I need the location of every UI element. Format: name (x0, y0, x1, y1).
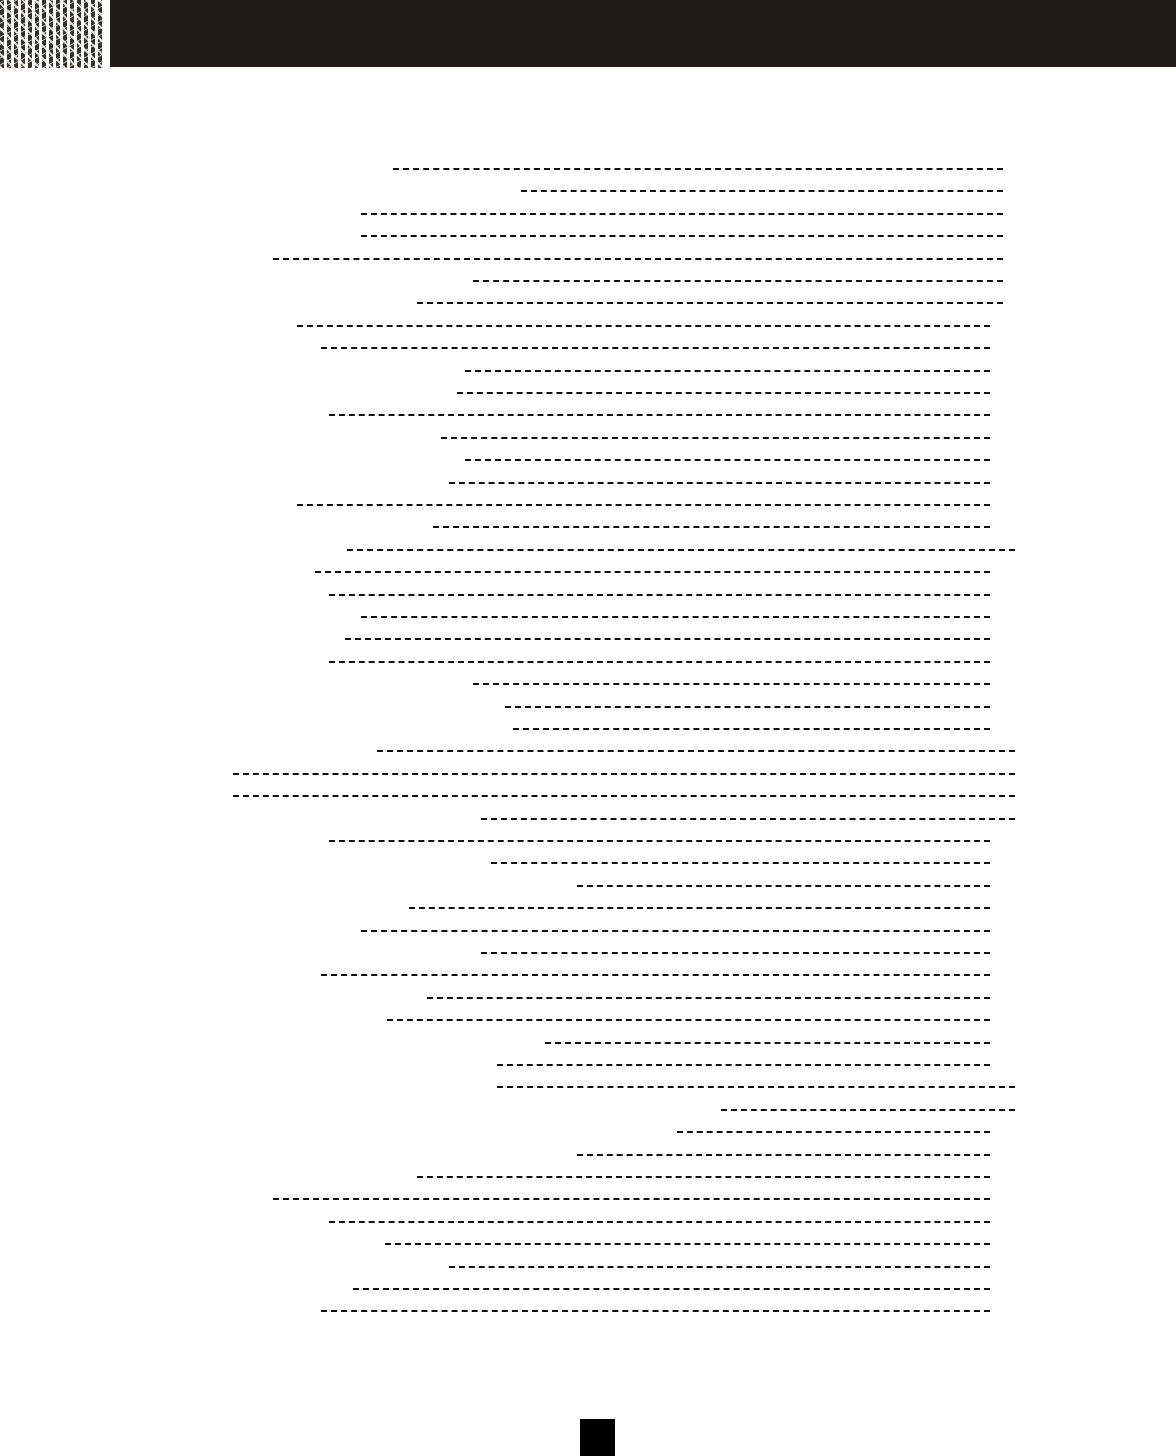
toc-leader-line (441, 437, 990, 439)
page-number-box (580, 1419, 615, 1456)
toc-leader-line (481, 952, 990, 954)
toc-leader-line (449, 482, 990, 484)
toc-leader-line (491, 862, 990, 864)
toc-leader-line (321, 1310, 990, 1312)
toc-leader-line (329, 1221, 990, 1223)
toc-leader-line (433, 526, 990, 528)
toc-leader-line (521, 190, 1003, 192)
toc-leader-line (513, 728, 990, 730)
toc-leader-line (321, 347, 990, 349)
toc-leader-line (361, 930, 990, 932)
toc-leader-line (481, 818, 1015, 820)
toc-leader-line (577, 1154, 990, 1156)
toc-leader-line (329, 661, 990, 663)
toc-leader-line (473, 280, 1003, 282)
toc-leader-line (329, 594, 990, 596)
toc-leader-line (361, 235, 1003, 237)
toc-leader-line (315, 571, 990, 573)
toc-leader-line (457, 392, 990, 394)
toc-leader-line (321, 974, 990, 976)
toc-leader-line (677, 1131, 990, 1133)
toc-leader-line (449, 1266, 990, 1268)
toc-leader-line (417, 302, 1003, 304)
header-bar (110, 0, 1176, 67)
toc-leader-line (545, 1042, 990, 1044)
toc-leader-line (377, 750, 1015, 752)
toc-leader-line (387, 1019, 990, 1021)
toc-leader-line (721, 1109, 1015, 1111)
toc-leader-line (505, 706, 990, 708)
toc-leader-line (393, 168, 1003, 170)
toc-leader-line (409, 907, 990, 909)
toc-leader-line (385, 1243, 990, 1245)
toc-leader-line (465, 370, 990, 372)
toc-leader-line (329, 414, 990, 416)
toc-leader-line (465, 459, 990, 461)
toc-leader-line (497, 1086, 1015, 1088)
toc-leader-line (427, 997, 990, 999)
toc-leader-line (233, 773, 1015, 775)
toc-leader-line (273, 258, 1003, 260)
toc-leader-line (345, 638, 990, 640)
toc-leader-line (577, 885, 990, 887)
toc-leader-line (329, 840, 990, 842)
toc-leader-line (273, 1198, 990, 1200)
toc-leader-line (297, 504, 990, 506)
toc-leader-line (233, 795, 1015, 797)
header-logo-pattern (0, 0, 104, 68)
toc-leader-line (497, 1064, 990, 1066)
toc-leader-line (297, 325, 990, 327)
toc-leader-line (473, 683, 990, 685)
toc-leader-line (417, 1176, 990, 1178)
toc-leader-line (361, 616, 990, 618)
toc-leader-line (347, 549, 1015, 551)
toc-leader-line (353, 1288, 990, 1290)
toc-leader-line (361, 213, 1003, 215)
